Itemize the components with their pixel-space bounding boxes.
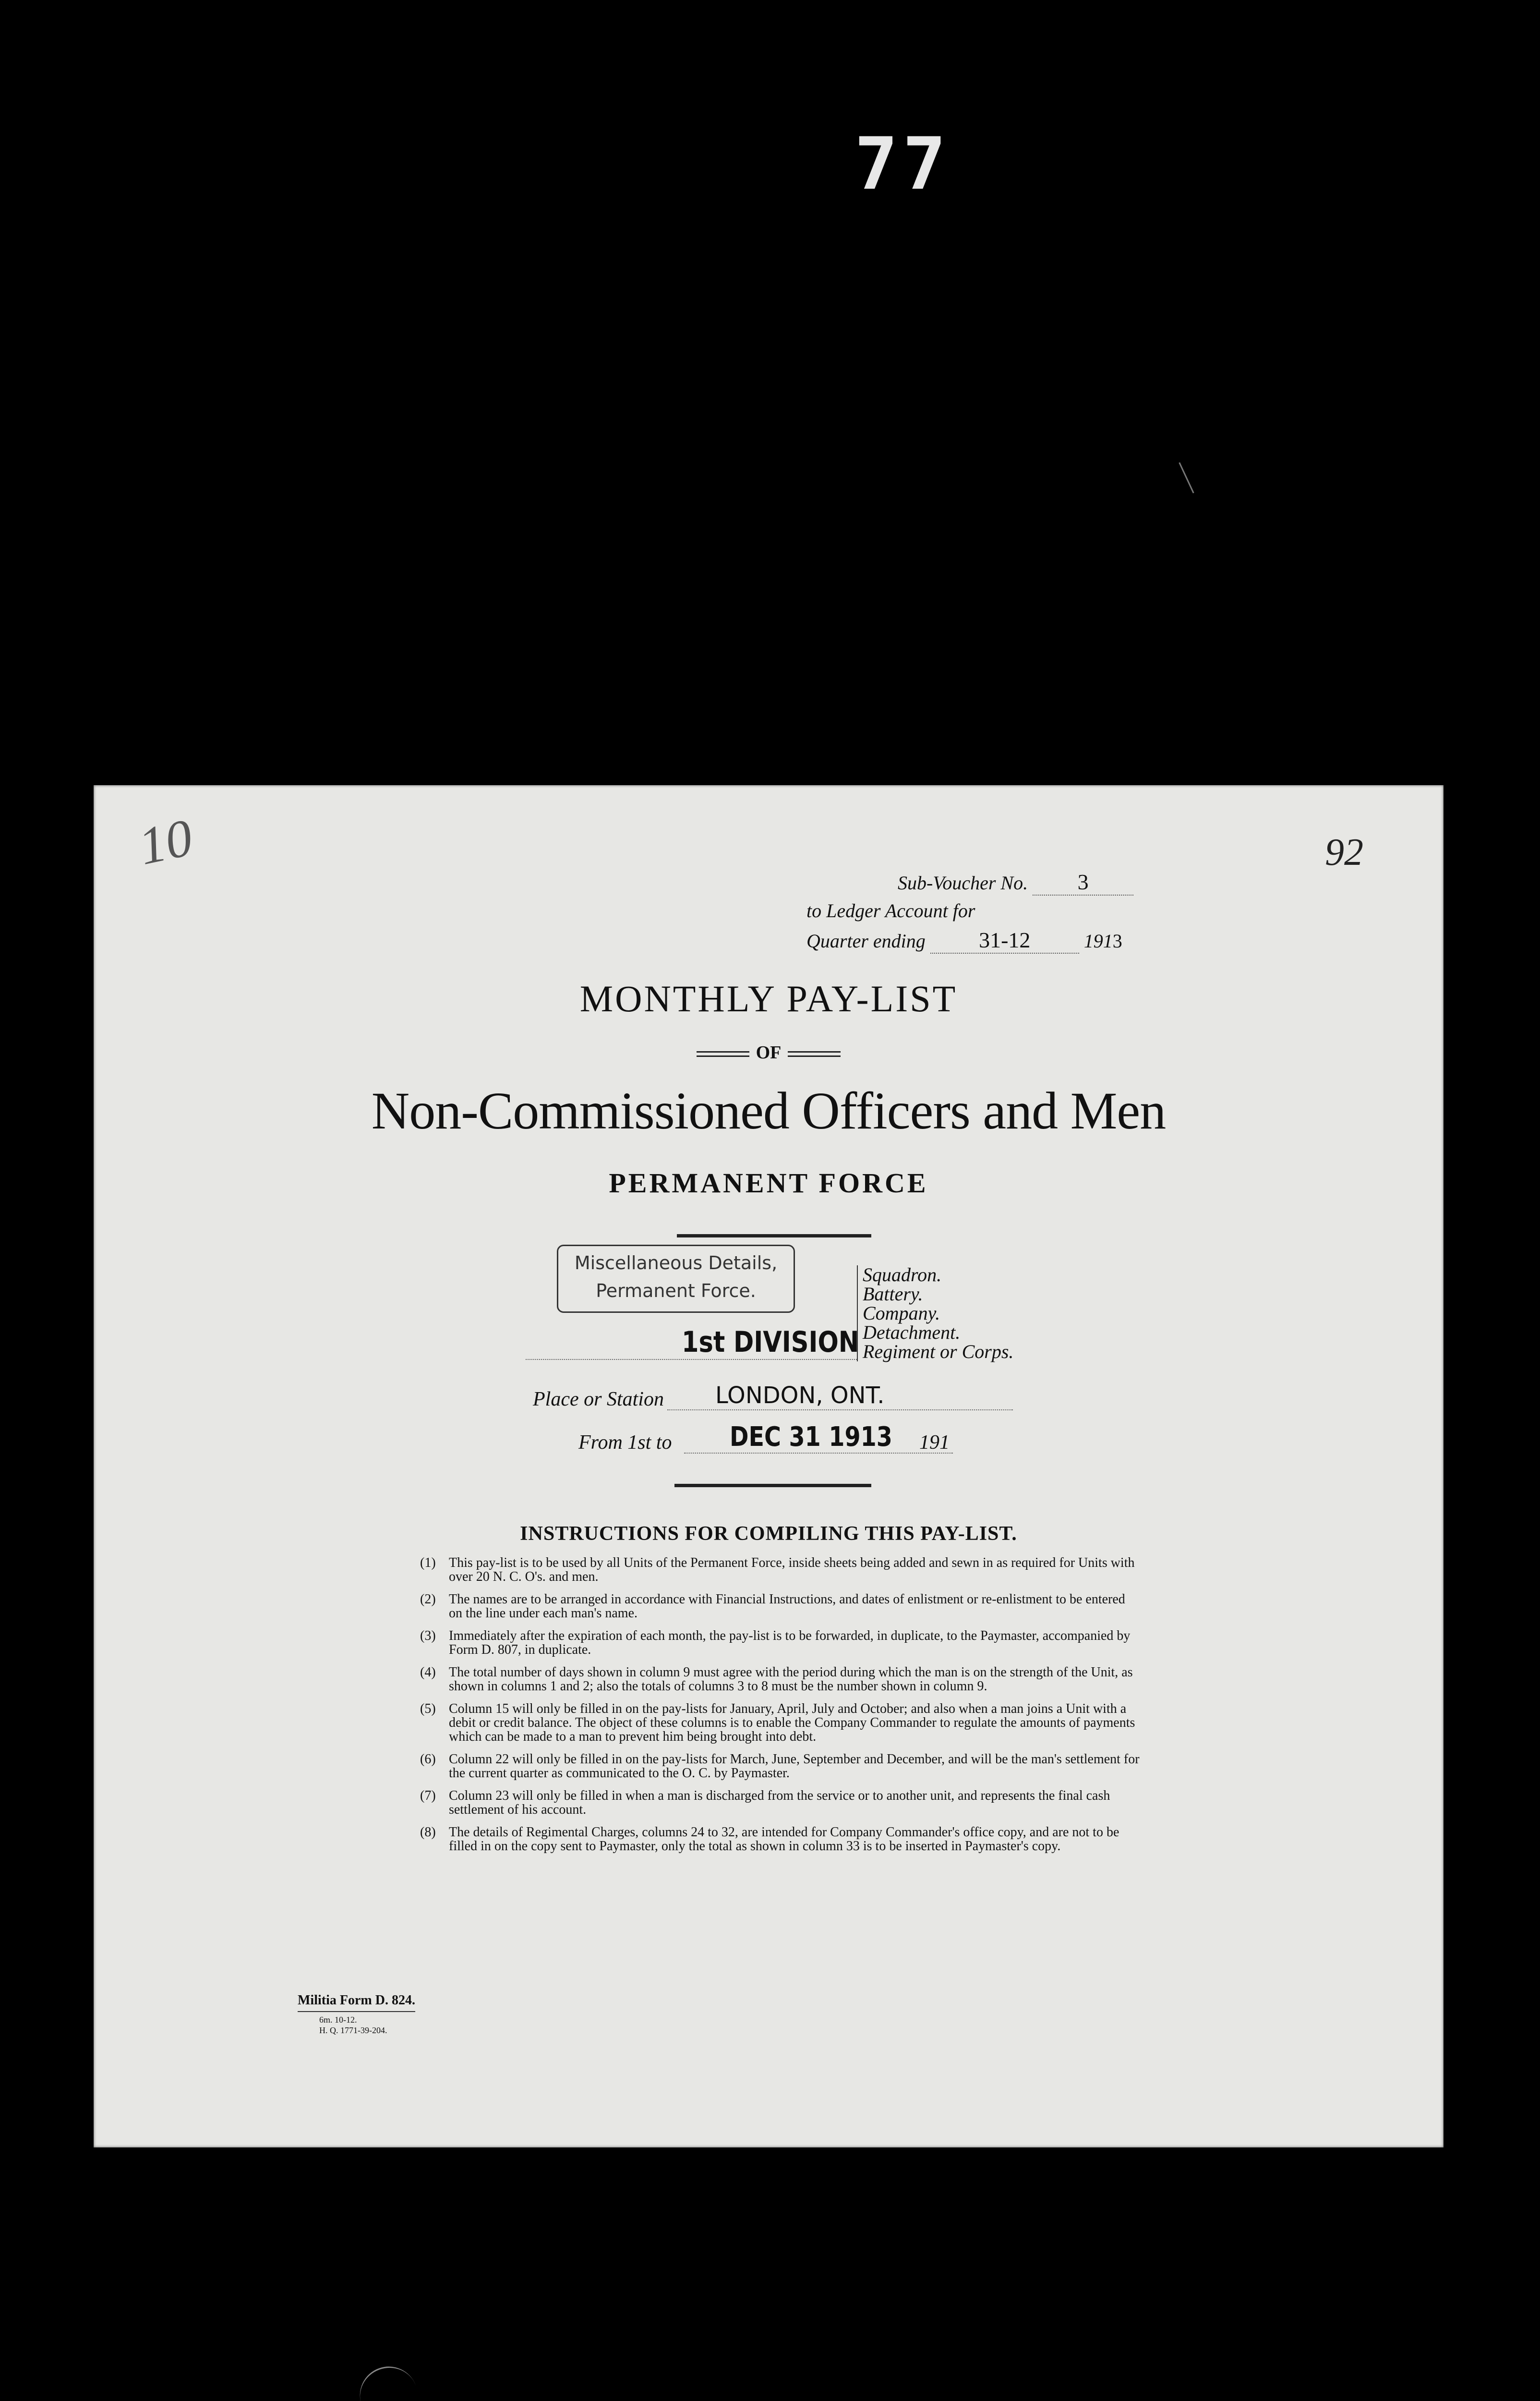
instruction-item	[420, 1556, 1140, 1584]
year-prefix: 191	[1083, 930, 1113, 952]
instruction-number: (5)	[420, 1701, 436, 1716]
sub-voucher-line	[898, 869, 1133, 896]
stamp-line-1: Miscellaneous Details,	[574, 1252, 778, 1273]
instruction-text: The total number of days shown in column 9 must agree with the period during which the man is on the strength of the Unit, as shown in columns 1 and 2; also the totals of columns 3 to 8 must be the number shown in column 9.	[449, 1665, 1133, 1694]
instruction-number: (3)	[420, 1628, 436, 1643]
unit-type: Squadron.	[863, 1264, 942, 1285]
instruction-text: The names are to be arranged in accordance with Financial Instructions, and dates of enlistment or re-enlistment to be entered on the line under each man's name.	[449, 1592, 1125, 1621]
stamp-line-2: Permanent Force.	[596, 1280, 756, 1301]
force-heading: PERMANENT FORCE	[609, 1167, 928, 1199]
quarter-line	[806, 927, 1122, 954]
instruction-text: The details of Regimental Charges, columns 24 to 32, are intended for Company Commander's office copy, and are not to be filled in on the copy sent to Paymaster, only the total as shown in column 33 is to be inserted in Paymaster's copy.	[449, 1825, 1119, 1854]
place-fill-line	[667, 1409, 1013, 1410]
heading-rule	[677, 1234, 871, 1237]
page-title: MONTHLY PAY-LIST	[579, 978, 958, 1019]
film-scratch	[1179, 462, 1194, 494]
instruction-text: Column 22 will only be filled in on the pay-lists for March, June, September and December, and will be the man's settlement for the current quarter as communicated to the O. C. by Paymaster.	[449, 1752, 1140, 1781]
of-label: OF	[756, 1043, 782, 1063]
unit-type: Regiment or Corps.	[863, 1341, 1014, 1362]
ledger-line: to Ledger Account for	[806, 900, 975, 922]
unit-type: Battery.	[863, 1283, 923, 1305]
pay-list-document	[94, 785, 1444, 2147]
unit-type: Detachment.	[863, 1322, 961, 1343]
instructions-title: INSTRUCTIONS FOR COMPILING THIS PAY-LIST.	[520, 1523, 1017, 1545]
year-suffix: 3	[1112, 930, 1122, 952]
form-print-info	[319, 2014, 387, 2036]
divider-left	[697, 1051, 749, 1057]
from-fill-line	[684, 1453, 953, 1454]
unit-type: Company.	[863, 1302, 940, 1324]
instruction-item	[420, 1592, 1140, 1620]
unit-stamp	[557, 1245, 795, 1313]
sub-voucher-value: 3	[1033, 869, 1133, 896]
place-value: LONDON, ONT.	[715, 1382, 885, 1409]
form-hq-ref: H. Q. 1771-39-204.	[319, 2025, 387, 2035]
instruction-item	[420, 1702, 1140, 1744]
quarter-value: 31-12	[930, 927, 1079, 954]
instruction-text: This pay-list is to be used by all Units of the Permanent Force, inside sheets being added and sewn in as required for Units with over 20 N. C. O's. and men.	[449, 1555, 1135, 1584]
division-stamp: 1st DIVISION	[682, 1325, 859, 1359]
instruction-number: (1)	[420, 1555, 436, 1570]
unit-type-list	[857, 1265, 1013, 1361]
from-label: From 1st to	[578, 1431, 672, 1454]
page-subtitle: Non-Commissioned Officers and Men	[371, 1081, 1166, 1140]
sub-voucher-label: Sub-Voucher No.	[898, 872, 1028, 894]
instructions-rule	[674, 1484, 871, 1487]
unit-fill-line	[526, 1359, 857, 1360]
frame-number: 77	[854, 122, 951, 206]
of-divider	[94, 1042, 1444, 1063]
corner-mark: 10	[133, 807, 198, 876]
quarter-label: Quarter ending	[806, 930, 926, 952]
form-id: Militia Form D. 824.	[298, 1993, 415, 2012]
instruction-number: (4)	[420, 1665, 436, 1680]
instruction-item	[420, 1629, 1140, 1657]
instruction-item	[420, 1789, 1140, 1817]
from-value: DEC 31 1913	[730, 1421, 892, 1453]
from-year: 191	[919, 1431, 950, 1454]
page-number: 92	[1325, 831, 1363, 873]
instruction-item	[420, 1825, 1140, 1853]
instruction-text: Column 15 will only be filled in on the pay-lists for January, April, July and October; and also when a man joins a Unit with a debit or credit balance. The object of these columns is to enable the Company Commander to regulate the amounts of payments which can be made to a man to prevent him being brought into debt.	[449, 1701, 1135, 1744]
film-artifact	[352, 2358, 416, 2401]
instructions-list	[420, 1556, 1140, 1862]
instruction-number: (7)	[420, 1788, 436, 1803]
instruction-number: (8)	[420, 1825, 436, 1840]
instruction-text: Immediately after the expiration of each month, the pay-list is to be forwarded, in duplicate, to the Paymaster, accompanied by Form D. 807, in duplicate.	[449, 1628, 1131, 1657]
divider-right	[788, 1051, 841, 1057]
place-label: Place or Station	[533, 1388, 664, 1410]
form-print-run: 6m. 10-12.	[319, 2015, 357, 2025]
instruction-number: (6)	[420, 1752, 436, 1767]
instruction-text: Column 23 will only be filled in when a man is discharged from the service or to another unit, and represents the final cash settlement of his account.	[449, 1788, 1110, 1817]
instruction-item	[420, 1752, 1140, 1780]
instruction-number: (2)	[420, 1592, 436, 1607]
instruction-item	[420, 1665, 1140, 1693]
